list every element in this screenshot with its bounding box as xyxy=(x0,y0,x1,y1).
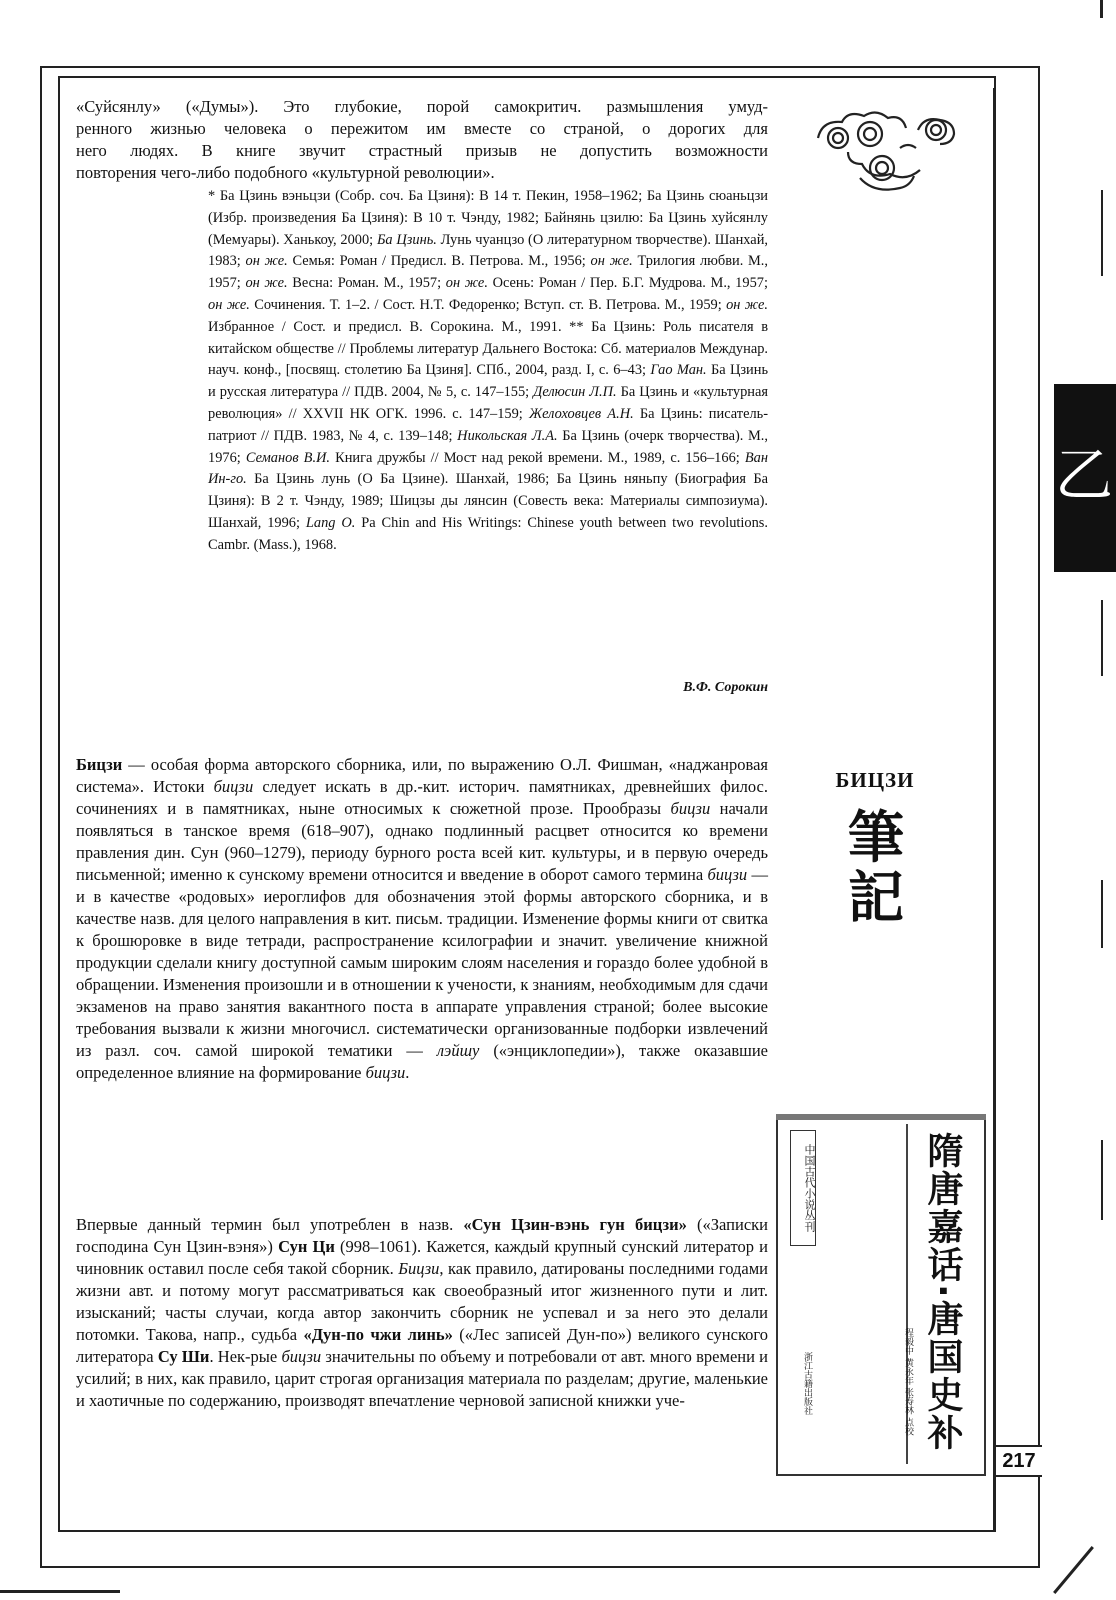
book-editors: 程毅中 黄永年 张寿林 点校 xyxy=(903,1328,913,1436)
series-label: 中国古代小说丛刊 xyxy=(790,1130,816,1246)
bibliography: * Ба Цзинь вэньцзи (Собр. соч. Ба Цзиня): В 14 т. Пекин, 1958–1962; Ба Цзинь сюаньцзи (Избр. произведения Ба Цзиня): В 10 т. Чэнду, 1982; Байнянь цзилю: Ба Цзинь хуйсянлу (Мемуары). Ханькоу, 2000; Ба Цзинь. Лунь чуанцзо (О литературном творчестве). Шанхай, 1983; он же. Семья: Роман / Предисл. В. Петрова. М., 1956; он же. Трилогия любви. М., 1957; он же. Весна: Роман. М., 1957; он же. Осень: Роман / Пер. Б.Г. Мудрова. М., 1957; он же. Сочинения. Т. 1–2. / Сост. Н.Т. Федоренко; Вступ. ст. В. Петрова. М., 1959; он же. Избранное / Сост. и предисл. В. Сорокина. М., 1991. ** Ба Цзинь: Роль писателя в китайском обществе // Проблемы литератур Дальнего Востока: Сб. материалов Междунар. науч. конф., [посвящ. столетию Ба Цзиня]. СПб., 2004, разд. I, с. 6–43; Гао Ман. Ба Цзинь и русская литература // ПДВ. 2004, № 5, с. 147–155; Делюсин Л.П. Ба Цзинь и «культурная революция» // XXVII НК ОГК. 1996. с. 147–159; Желоховцев А.Н. Ба Цзинь: писатель-патриот // ПДВ. 1983, № 4, с. 139–148; Никольская Л.А. Ба Цзинь (очерк творчества). М., 1976; Семанов В.И. Книга дружбы // Мост над рекой времени. М., 1989, с. 156–166; Ван Ин-го. Ба Цзинь лунь (О Ба Цзине). Шанхай, 1986; Ба Цзинь няньпу (Биография Ба Цзиня): В 2 т. Чэнду, 1989; Шицзы ды лянсин (Совесть века: Материалы симпозиума). Шанхай, 1996; Lang O. Pa Chin and His Writings: Chinese youth between two revolutions. Cambr. (Mass.), 1968. xyxy=(208,188,769,553)
article-paragraph: Впервые данный термин был употреблен в назв. «Сун Цзин-вэнь гун бицзи» («Записки господина Сун Цзин-вэня») Сун Ци (998–1061). Кажется, каждый крупный сунский литератор и чиновник оставил после себя такой сборник. Бицзи, как правило, датированы последними годами жизни авт. и потому могут рассматриваться как своеобразный итог жизненного пути и лит. изысканий; часты случаи, когда автор закончить сборник не успевал и за него это делали потомки. Такова, напр., судьба «Дун-по чжи линь» («Лес записей Дун-по») великого сунского литератора Су Ши. Нек-рые бицзи значительны по объему и потребовали от авт. много времени и усилий; в них, как правило, царит строгая организация материала по разделам; другие, маленькие и хаотичные по содержанию, производят впечатление черновой записной книжки уче- xyxy=(76,1215,768,1410)
entry-heading-hanzi: 筆 xyxy=(848,806,904,871)
book-cover-top-band xyxy=(776,1114,986,1120)
entry-heading: БИЦЗИ xyxy=(835,768,915,792)
edge-mark xyxy=(1053,1546,1094,1594)
book-publisher: 浙江古籍出版社 xyxy=(802,1352,812,1415)
edge-mark xyxy=(1101,190,1103,276)
text-line: ренного жизнью человека о пережитом им вместе со страной, о дорогих для xyxy=(76,119,768,138)
edge-mark xyxy=(0,1590,120,1593)
text-line: него людях. В книге звучит страстный призыв не допустить возможности xyxy=(76,141,768,160)
edge-mark xyxy=(1101,880,1103,948)
book-cover-image xyxy=(776,1114,986,1476)
edge-mark xyxy=(1101,600,1103,676)
continuation-paragraph xyxy=(76,96,768,184)
margin-divider xyxy=(993,88,995,1532)
cloud-ornament-icon xyxy=(808,108,968,198)
text-line: повторения чего-либо подобного «культурной революции». xyxy=(76,163,495,182)
book-title: 隋唐嘉话·唐国史补 xyxy=(922,1132,963,1452)
page-number: 217 xyxy=(994,1445,1042,1477)
edge-mark xyxy=(1101,1140,1103,1220)
text-line: «Суйсянлу» («Думы»). Это глубокие, порой самокритич. размышления умуд- xyxy=(76,97,768,116)
author-signature: В.Ф. Сорокин xyxy=(683,680,768,695)
thumb-index-glyph: 乙 xyxy=(1055,441,1114,509)
article-paragraph: Бицзи — особая форма авторского сборника, или, по выражению О.Л. Фишман, «наджанровая система». Истоки бицзи следует искать в др.-кит. историч. памятниках, древнейших филос. сочинениях и в памятниках, ныне относимых к сюжетной прозе. Прообразы бицзи начали появляться в танское время (618–907), однако подлинный расцвет относится ко времени правления дин. Сун (960–1279), периоду бурного роста всей кит. культуры, и в первую очередь письменной; именно к сунскому времени относится и введение в оборот самого термина бицзи — и в качестве «родовых» иероглифов для обозначения этой формы авторского сборника, и в качестве назв. для целого направления в кит. письм. традиции. Изменение формы книги от свитка к брошюровке в виде тетради, распространение ксилографии и значит. увеличение книжной продукции сделали книгу доступной самым широким слоям населения и гораздо более удобной в обращении. Изменения произошли и в отношении к учености, к знаниям, необходимым для сдачи экзаменов на право занятия вакантного поста в аппарате управления страной; более высокие требования вызвали к жизни многочисл. систематически организованные подборки извлечений из разл. соч. самой широкой тематики — лэйшу («энциклопедии»), также оказавшие определенное влияние на формирование бицзи. xyxy=(76,755,768,1082)
edge-mark xyxy=(1100,0,1103,18)
entry-heading-hanzi: 記 xyxy=(848,866,904,931)
